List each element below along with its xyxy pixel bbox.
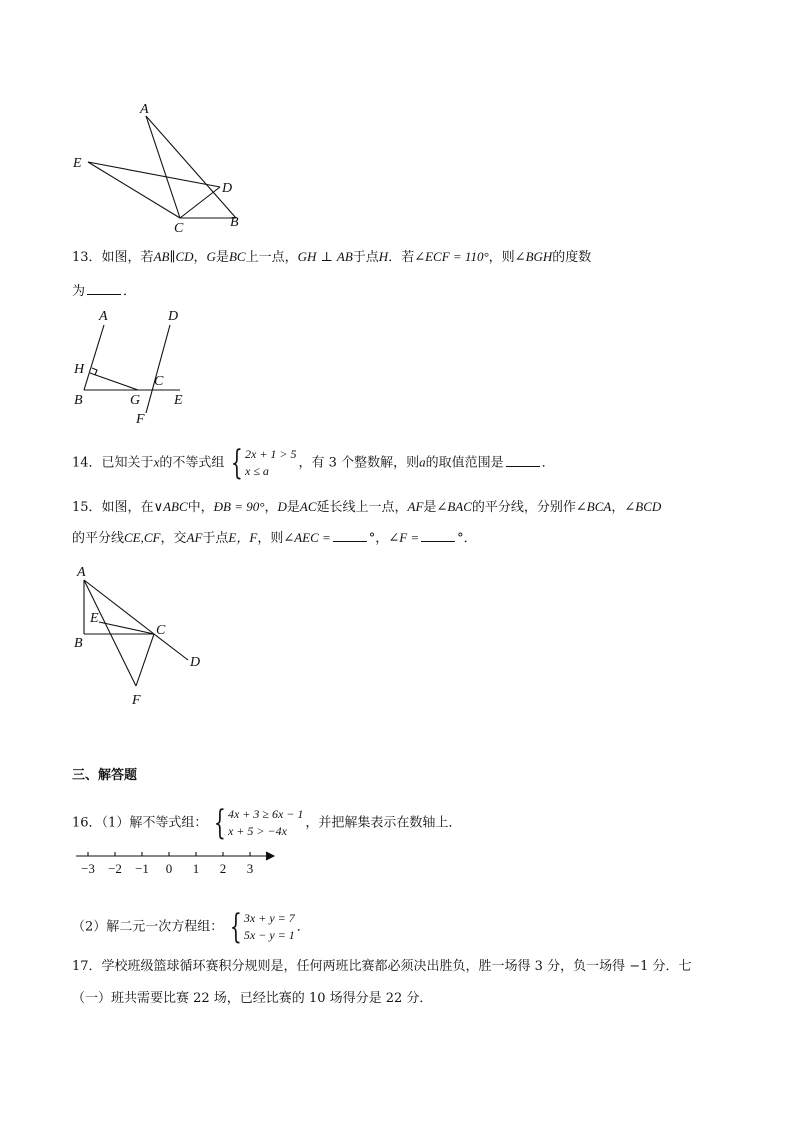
number-line-tick-label: 3 [246, 861, 254, 876]
label-h: H [74, 362, 85, 377]
q13-line1: 13．如图，若AB∥CD，G是BC上一点，GH ⊥ AB于点H．若∠ECF = 110°，则∠BGH的度数 [72, 249, 592, 265]
number-line-tick-label: −1 [135, 861, 149, 876]
q14-line: 14．已知关于x的不等式组 { 2x + 1 > 5 x ≤ a ，有 3 个整数解，则a的取值范围是 ． [72, 443, 555, 483]
label-b: B [74, 636, 83, 651]
number-line-tick-label: 1 [192, 861, 200, 876]
inequality-system: { 2x + 1 > 5 x ≤ a [231, 443, 297, 483]
label-a: A [99, 309, 108, 324]
label-e: E [90, 611, 99, 626]
number-line-tick-label: 0 [165, 861, 173, 876]
label-b: B [230, 215, 239, 230]
q17-line2: （一）班共需要比赛 22 场，已经比赛的 10 场得分是 22 分． [72, 991, 433, 1006]
q16-line2: （2）解二元一次方程组： { 3x + y = 7 5x − y = 1 ． [72, 907, 310, 947]
answer-blank[interactable] [506, 454, 540, 467]
figure-q13 [70, 305, 210, 430]
equation-system: { 3x + y = 7 5x − y = 1 [230, 907, 295, 947]
number-line-tick-label: −2 [108, 861, 122, 876]
section-heading: 三、解答题 [72, 768, 138, 783]
label-d: D [168, 309, 179, 324]
label-f: F [132, 693, 141, 708]
figure-triangles-top [70, 98, 250, 238]
q16-line1: 16．（1）解不等式组： { 4x + 3 ≥ 6x − 1 x + 5 > −4x ，并把解集表示在数轴上． [72, 803, 462, 843]
label-a: A [77, 565, 86, 580]
answer-blank[interactable] [421, 529, 455, 542]
label-c: C [174, 221, 184, 236]
label-e: E [174, 393, 183, 408]
label-b: B [74, 393, 83, 408]
label-c: C [154, 374, 164, 389]
q15-line2: 的平分线CE,CF，交AF于点E，F，则∠AEC = °，∠F = °． [72, 530, 477, 546]
label-a: A [140, 102, 149, 117]
figure-q15 [68, 562, 218, 710]
answer-blank[interactable] [87, 282, 121, 295]
q17-line1: 17．学校班级篮球循环赛积分规则是，任何两班比赛都必须决出胜负，胜一场得 3 分，负一场得 −1 分．七 [72, 959, 692, 974]
label-e: E [73, 156, 82, 171]
label-d: D [190, 655, 201, 670]
number-line [72, 848, 287, 880]
number-line-tick-label: −3 [81, 861, 95, 876]
label-d: D [222, 181, 233, 196]
answer-blank[interactable] [333, 529, 367, 542]
label-f: F [136, 412, 145, 427]
number-line-tick-label: 2 [219, 861, 227, 876]
inequality-system: { 4x + 3 ≥ 6x − 1 x + 5 > −4x [214, 803, 304, 843]
q15-line1: 15．如图，在∨ABC中，ÐB = 90°，D是AC延长线上一点，AF是∠BAC的平分线，分别作∠BCA，∠BCD [72, 499, 662, 515]
q13-line2: 为 ． [72, 284, 137, 299]
label-c: C [156, 623, 166, 638]
label-g: G [130, 393, 141, 408]
